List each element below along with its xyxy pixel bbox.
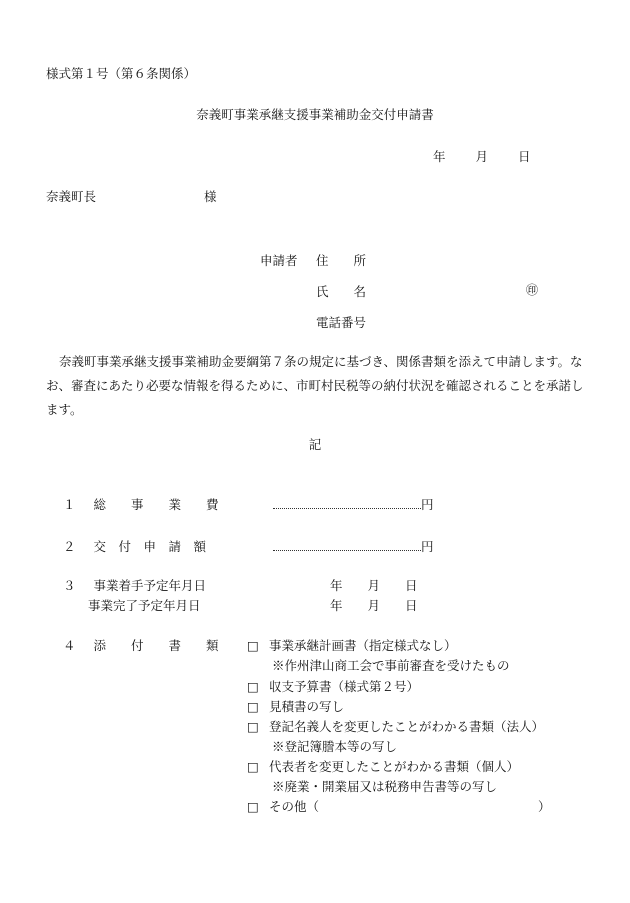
item-number: １ [63, 497, 76, 512]
item-label: 総 事 業 費 [93, 497, 219, 512]
attachment-label: 見積書の写し [269, 699, 345, 714]
attachment-note: ※登記簿謄本等の写し [272, 739, 398, 754]
checkbox-icon[interactable]: □ [247, 638, 259, 653]
page-title: 奈義町事業承継支援事業補助金交付申請書 [196, 107, 434, 122]
form-number: 様式第１号（第６条関係） [46, 66, 197, 81]
attachment-label: 収支予算書（様式第２号） [269, 679, 420, 694]
applicant-label: 申請者 [260, 253, 298, 268]
amount-input-line[interactable] [273, 496, 421, 509]
amount-input-line[interactable] [273, 538, 421, 551]
total-cost-amount[interactable] [273, 495, 434, 513]
attachment-label: 事業承継計画書（指定様式なし） [269, 638, 457, 653]
end-date-label: 事業完了予定年月日 [88, 598, 201, 613]
attachment-checkbox-estimate[interactable] [247, 697, 344, 715]
other-close-paren: ） [538, 799, 551, 814]
start-date-label: 事業着手予定年月日 [93, 578, 206, 593]
item-label: 交 付 申 請 額 [93, 539, 206, 554]
addressee-honorific: 様 [204, 189, 217, 204]
end-date-field[interactable]: 年 月 日 [330, 598, 418, 613]
checkbox-icon[interactable]: □ [247, 699, 259, 714]
item-label: 添 付 書 類 [93, 638, 219, 653]
yen-unit: 円 [421, 539, 434, 554]
attachment-label: 登記名義人を変更したことがわかる書類（法人） [269, 719, 545, 734]
item-attachments [63, 636, 219, 654]
start-date-field[interactable]: 年 月 日 [330, 578, 418, 593]
item-grant-amount [63, 537, 206, 555]
checkbox-icon[interactable]: □ [247, 679, 259, 694]
attachment-checkbox-budget[interactable] [247, 677, 419, 695]
checkbox-icon[interactable]: □ [247, 759, 259, 774]
attachment-checkbox-corporate[interactable] [247, 717, 544, 735]
checkbox-icon[interactable]: □ [247, 799, 259, 814]
item-total-cost [63, 495, 219, 513]
date-year-field[interactable]: 年 [433, 149, 446, 164]
yen-unit: 円 [421, 497, 434, 512]
date-month-field[interactable]: 月 [475, 149, 489, 164]
item-schedule [63, 576, 206, 594]
attachment-label: 代表者を変更したことがわかる書類（個人） [269, 759, 520, 774]
attachment-note: ※作州津山商工会で事前審査を受けたもの [272, 658, 510, 673]
attachment-checkbox-other[interactable] [247, 797, 319, 815]
body-paragraph: 奈義町事業承継支援事業補助金要綱第７条の規定に基づき、関係書類を添えて申請します。なお、審査にあたり必要な情報を得るために、市町村民税等の納付状況を確認されることを承諾します。 [46, 354, 584, 417]
grant-amount[interactable] [273, 537, 434, 555]
date-day-field[interactable]: 日 [518, 149, 531, 164]
checkbox-icon[interactable]: □ [247, 719, 259, 734]
attachment-checkbox-plan[interactable] [247, 636, 457, 654]
addressee-name: 奈義町長 [46, 189, 97, 204]
attachment-note: ※廃業・開業届又は税務申告書等の写し [272, 779, 498, 794]
item-number: ４ [63, 638, 76, 653]
item-number: ２ [63, 539, 76, 554]
addressee [46, 187, 217, 205]
name-field[interactable]: 氏 名 [316, 284, 367, 299]
ki-heading: 記 [308, 437, 322, 452]
phone-field[interactable]: 電話番号 [316, 315, 367, 330]
attachment-checkbox-individual[interactable] [247, 757, 519, 775]
address-field[interactable]: 住 所 [316, 253, 367, 268]
seal-icon: ㊞ [526, 283, 539, 297]
attachment-label: その他（ [269, 799, 320, 814]
application-date [433, 147, 531, 165]
item-number: ３ [63, 578, 76, 593]
